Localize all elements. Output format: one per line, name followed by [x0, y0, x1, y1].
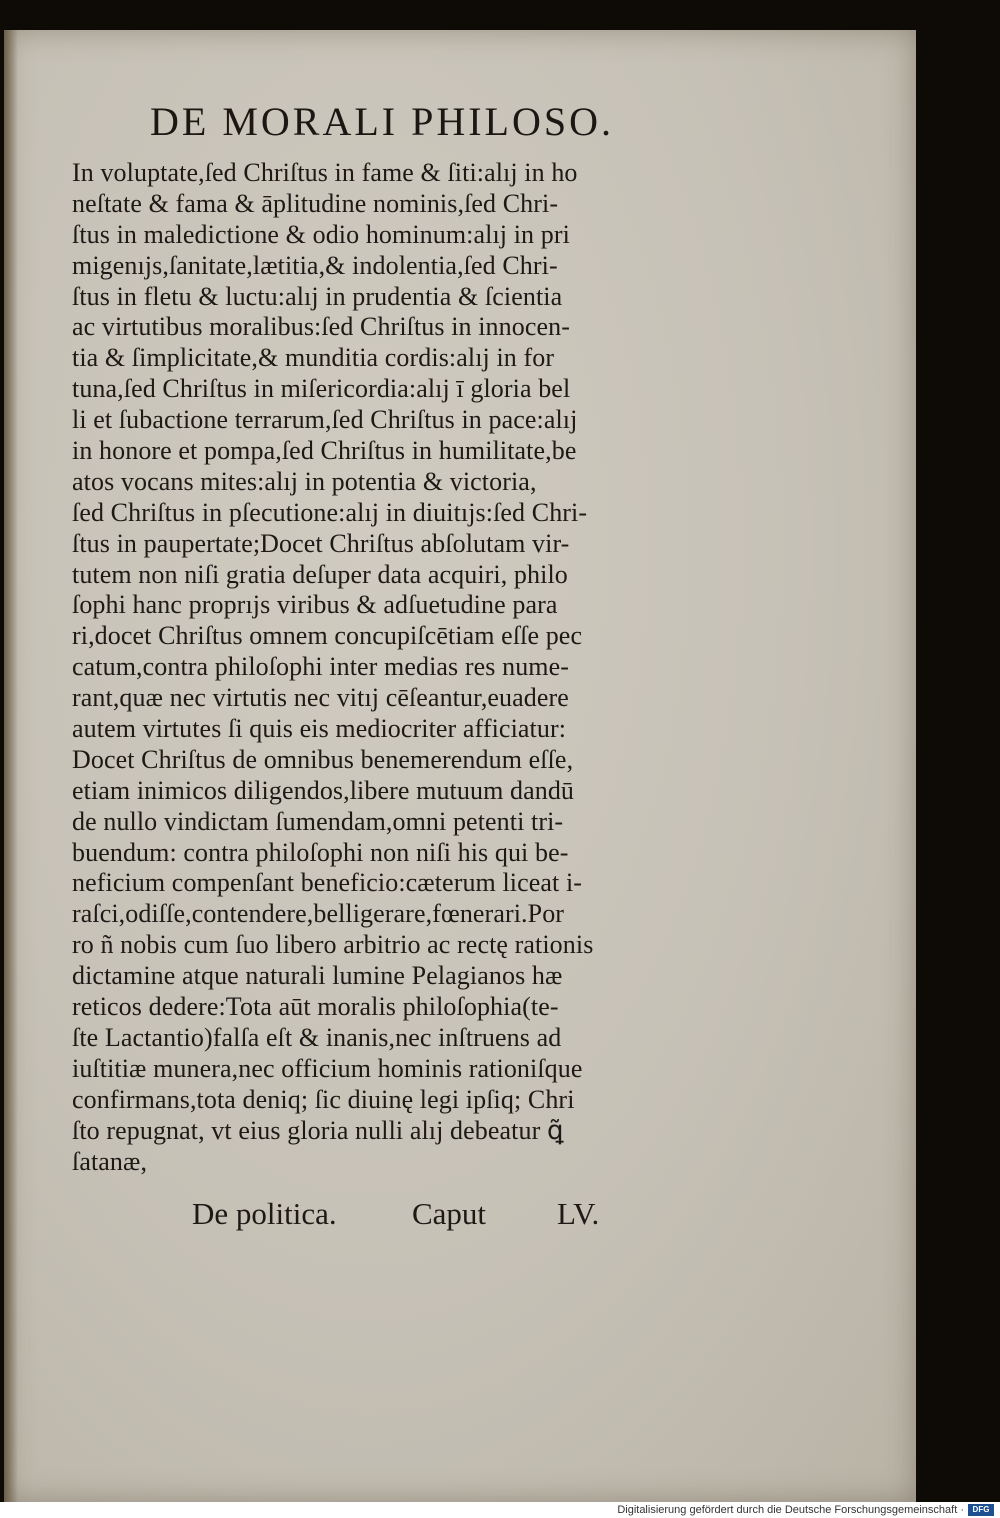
text-line: catum,contra philoſophi inter medias res nume- — [72, 652, 570, 682]
text-line: buendum: contra philoſophi non niſi his qui be- — [72, 837, 569, 867]
text-line: confirmans,tota deniq; ſic diuinę legi ipſiq; Chri — [72, 1084, 575, 1114]
text-line: migenıjs,ſanitate,lætitia,& indolentia,ſed Chri- — [72, 250, 558, 280]
text-line: ſtus in fletu & luctu:alıj in prudentia & ſcientia — [72, 281, 563, 311]
text-line: iuſtitiæ munera,nec officium hominis rationiſque — [72, 1053, 583, 1083]
text-line: reticos dedere:Tota aūt moralis philoſophia(te- — [72, 992, 559, 1022]
text-line: ſatanæ, — [72, 1146, 148, 1176]
text-line: neficium compenſant beneficio:cæterum liceat i- — [72, 868, 583, 898]
text-line: atos vocans mites:alıj in potentia & victoria, — [72, 466, 537, 496]
text-line: tia & ſimplicitate,& munditia cordis:alıj in for — [72, 343, 555, 373]
text-line: ro ñ nobis cum ſuo libero arbitrio ac rectę rationis — [72, 930, 594, 960]
chapter-label: Caput — [412, 1196, 487, 1231]
chapter-number: LV. — [557, 1196, 600, 1231]
text-line: In voluptate,ſed Chriſtus in fame & ſiti:alıj in ho — [72, 158, 578, 187]
text-line: neſtate & fama & āplitudine nominis,ſed Chri- — [72, 188, 559, 218]
text-line: ſte Lactantio)falſa eſt & inanis,nec inſtruens ad — [72, 1022, 562, 1052]
chapter-title: De politica. — [192, 1196, 337, 1231]
text-line: ſtus in paupertate;Docet Chriſtus abſolutam vir- — [72, 528, 570, 558]
chapter-heading — [192, 1196, 652, 1232]
text-line: ſto repugnat, vt eius gloria nulli alıj debeatur ꝗ̃ — [72, 1115, 564, 1145]
text-line: Docet Chriſtus de omnibus benemerendum eſſe, — [72, 744, 574, 774]
text-line: in honore et pompa,ſed Chriſtus in humilitate,be — [72, 436, 577, 466]
text-line: de nullo vindictam ſumendam,omni petenti tri- — [72, 806, 564, 836]
text-line: raſci,odiſſe,contendere,belligerare,fœnerari.Por — [72, 899, 565, 929]
running-head: DE MORALI PHILOSO. — [150, 99, 614, 144]
text-line: ſophi hanc proprıjs viribus & adſuetudine para — [72, 590, 558, 620]
dfg-logo-icon: DFG — [968, 1504, 994, 1516]
funding-credit: Digitalisierung gefördert durch die Deutsche Forschungsgemeinschaft · — [617, 1504, 964, 1516]
text-line: li et ſubactione terrarum,ſed Chriſtus in pace:alıj — [72, 405, 578, 435]
text-line: etiam inimicos diligendos,libere mutuum dandū — [72, 775, 575, 805]
text-line: ſtus in maledictione & odio hominum:alıj in pri — [72, 219, 570, 249]
text-line: dictamine atque naturali lumine Pelagianos hæ — [72, 961, 563, 991]
text-line: rant,quæ nec virtutis nec vitıj cēſeantur,euadere — [72, 683, 569, 713]
text-line: ac virtutibus moralibus:ſed Chriſtus in innocen- — [72, 312, 570, 342]
text-line: tutem non niſi gratia deſuper data acquiri, philo — [72, 559, 568, 589]
body-text — [72, 158, 722, 1177]
text-line: ri,docet Chriſtus omnem concupiſcētiam eſſe pec — [72, 621, 583, 651]
text-line: tuna,ſed Chriſtus in miſericordia:alıj ī gloria bel — [72, 374, 571, 404]
text-line: ſed Chriſtus in pſecutione:alıj in diuitıjs:ſed Chri- — [72, 497, 588, 527]
page-gutter-shadow — [4, 30, 18, 1502]
text-line: autem virtutes ſi quis eis mediocriter afficiatur: — [72, 714, 567, 744]
